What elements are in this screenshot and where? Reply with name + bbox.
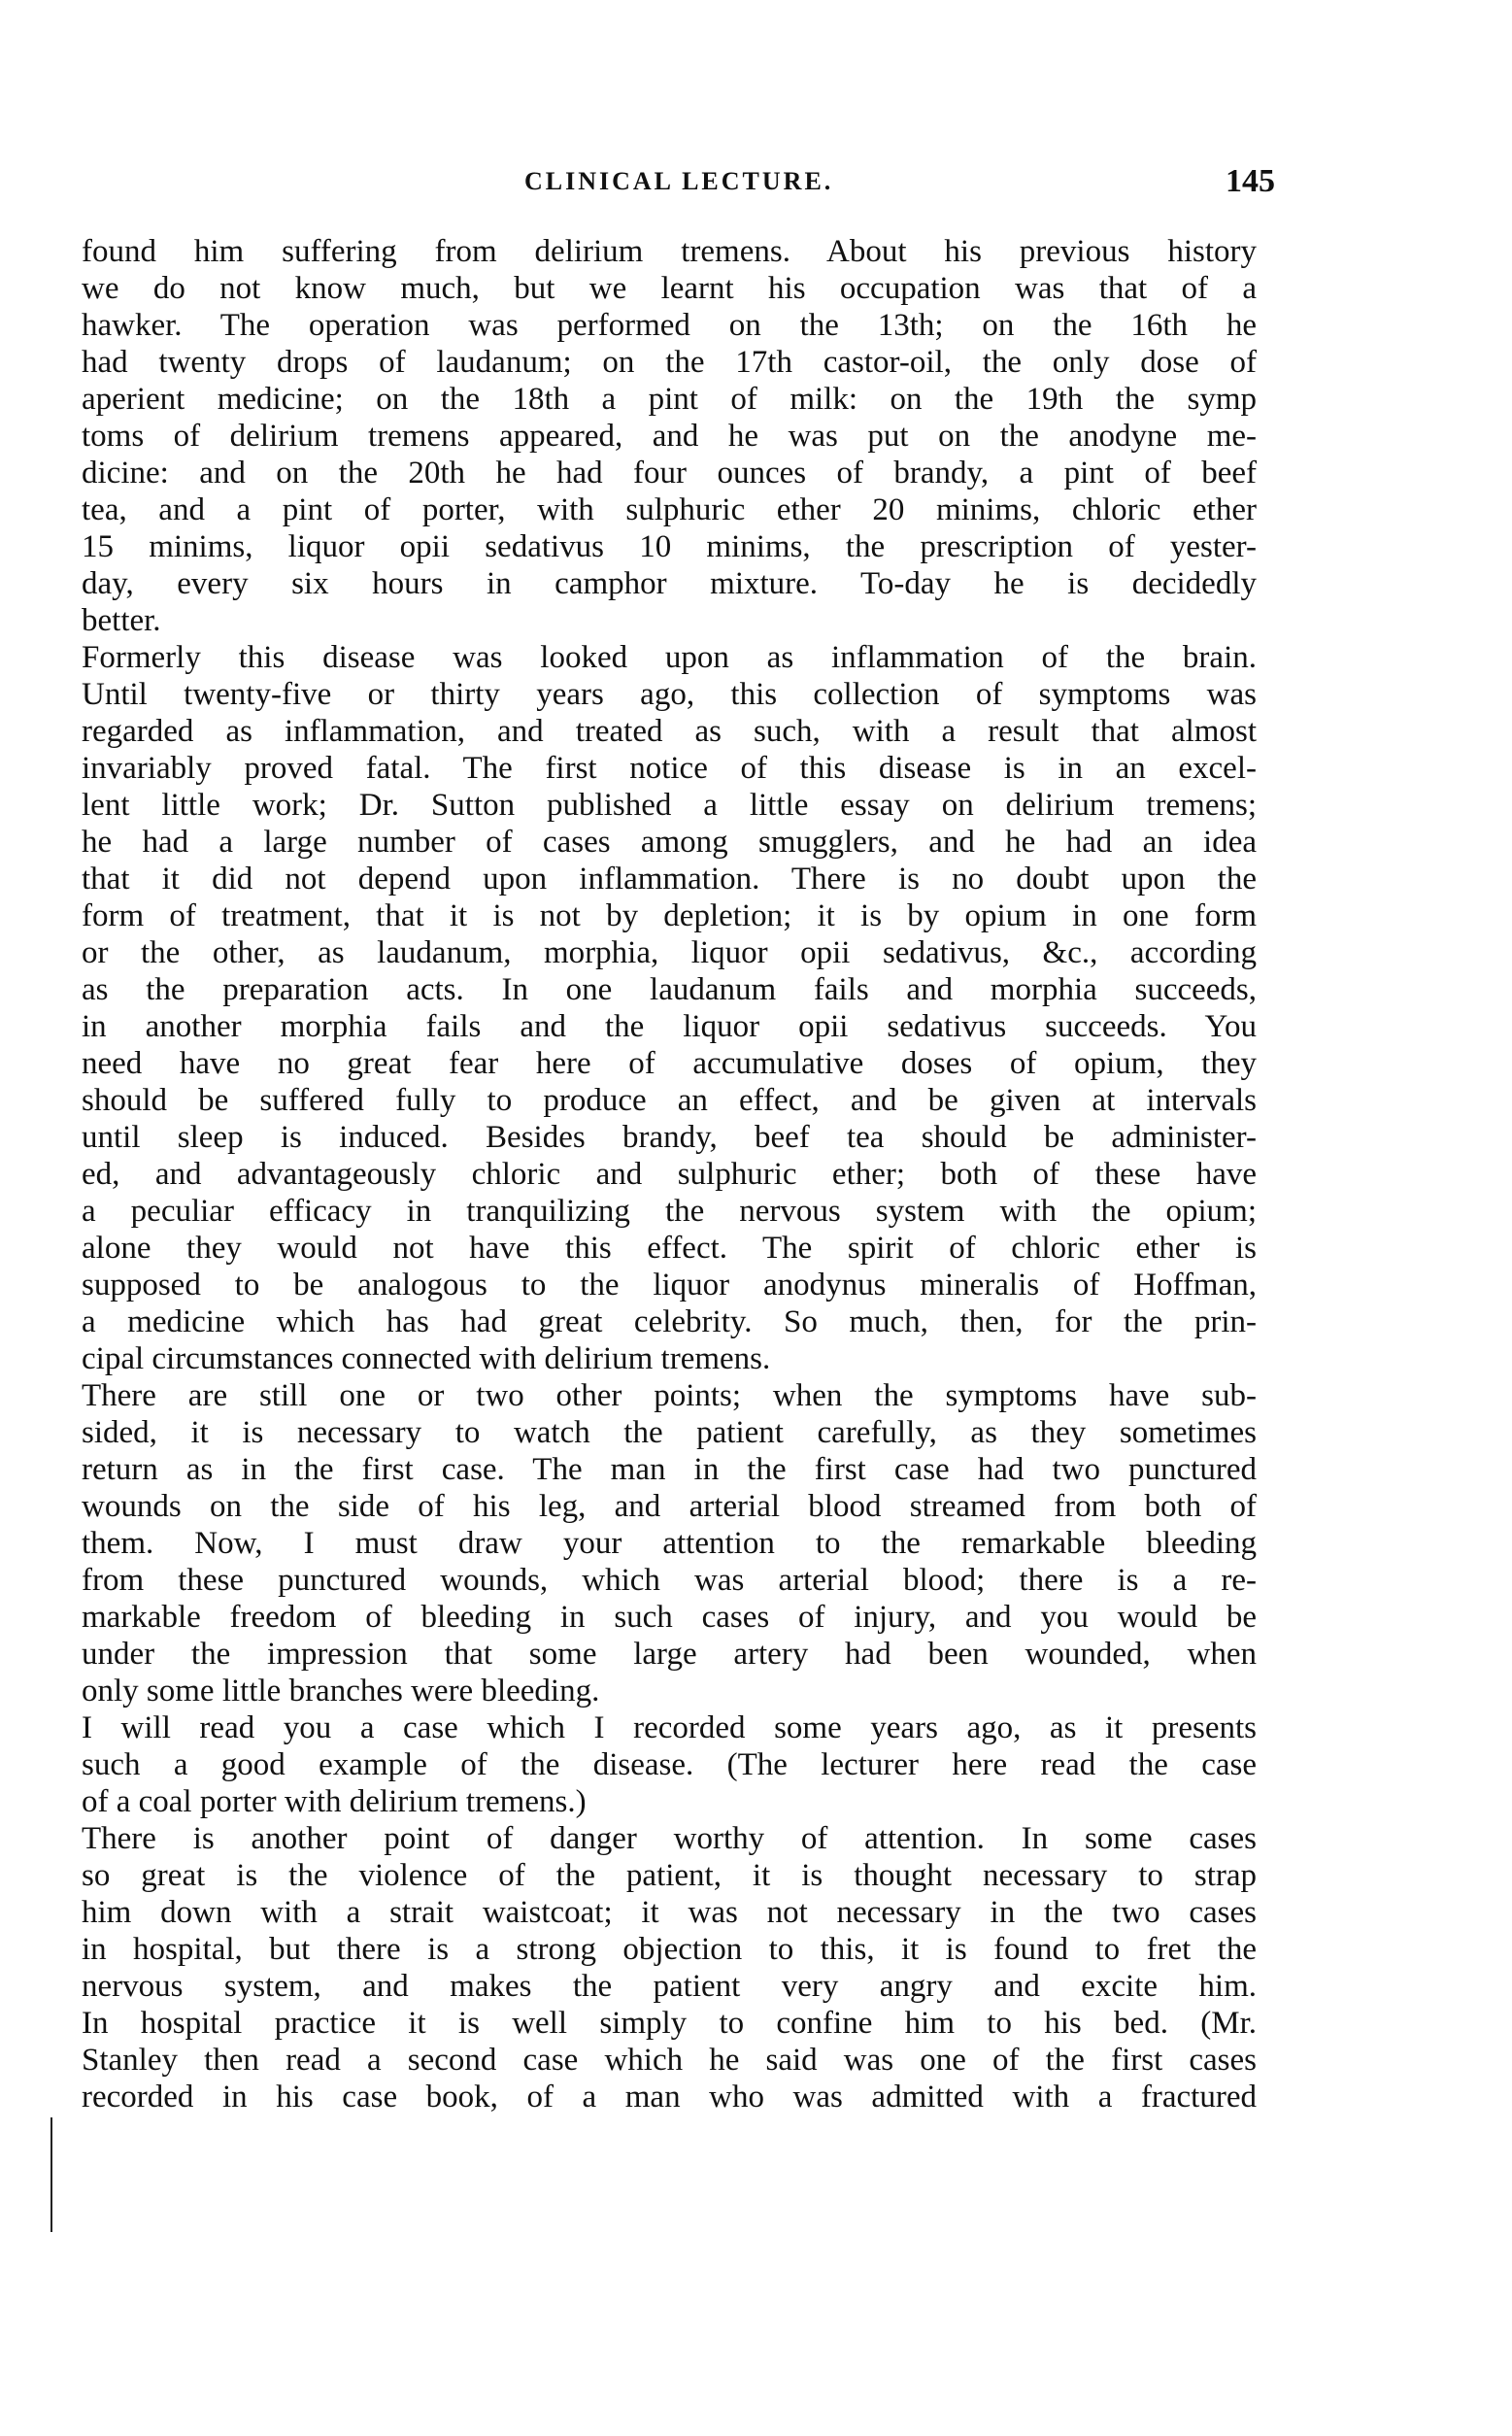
text-line: regarded as inflammation, and treated as such, with a result that almost [82,714,1257,749]
text-line: Stanley then read a second case which he said was one of the first cases [82,2043,1257,2078]
text-line: There are still one or two other points; when the symptoms have sub- [82,1378,1257,1413]
text-line: day, every six hours in camphor mixture. To-day he is decidedly [82,566,1257,601]
text-line: supposed to be analogous to the liquor anodynus mineralis of Hoffman, [82,1268,1257,1303]
text-line: he had a large number of cases among smugglers, and he had an idea [82,825,1257,860]
body-text [82,233,1257,2115]
text-line: Formerly this disease was looked upon as inflammation of the brain. [82,640,1257,675]
text-line: only some little branches were bleeding. [82,1674,600,1709]
text-line: I will read you a case which I recorded some years ago, as it presents [82,1710,1257,1745]
text-line: in another morphia fails and the liquor opii sedativus succeeds. You [82,1009,1257,1044]
running-head: CLINICAL LECTURE. [524,167,834,195]
text-line: or the other, as laudanum, morphia, liquor opii sedativus, &c., according [82,935,1257,970]
text-line: recorded in his case book, of a man who was admitted with a fractured [82,2080,1257,2115]
text-line: should be suffered fully to produce an effect, and be given at intervals [82,1083,1257,1118]
text-line: better. [82,603,161,638]
text-line: form of treatment, that it is not by depletion; it is by opium in one form [82,898,1257,933]
text-line: hawker. The operation was performed on the 13th; on the 16th he [82,308,1257,343]
text-line: nervous system, and makes the patient very angry and excite him. [82,1969,1257,2004]
text-line: in hospital, but there is a strong objection to this, it is found to fret the [82,1932,1257,1967]
text-line: dicine: and on the 20th he had four ounces of brandy, a pint of beef [82,456,1257,491]
text-line: as the preparation acts. In one laudanum fails and morphia succeeds, [82,972,1257,1007]
text-line: lent little work; Dr. Sutton published a little essay on delirium tremens; [82,788,1257,823]
text-line: aperient medicine; on the 18th a pint of milk: on the 19th the symp [82,382,1257,417]
page-header [0,163,1512,202]
text-line: we do not know much, but we learnt his occupation was that of a [82,271,1257,306]
text-line: There is another point of danger worthy of attention. In some cases [82,1821,1257,1856]
text-line: invariably proved fatal. The first notice of this disease is in an excel- [82,751,1257,786]
text-line: 15 minims, liquor opii sedativus 10 minims, the prescription of yester- [82,529,1257,564]
text-line: alone they would not have this effect. The spirit of chloric ether is [82,1231,1257,1266]
text-line: had twenty drops of laudanum; on the 17th castor-oil, the only dose of [82,345,1257,380]
text-line: of a coal porter with delirium tremens.) [82,1784,587,1819]
text-line: In hospital practice it is well simply to confine him to his bed. (Mr. [82,2006,1257,2041]
text-line: that it did not depend upon inflammation. There is no doubt upon the [82,862,1257,897]
text-line: a peculiar efficacy in tranquilizing the nervous system with the opium; [82,1194,1257,1229]
text-line: found him suffering from delirium tremens. About his previous history [82,234,1257,269]
text-line: until sleep is induced. Besides brandy, beef tea should be administer- [82,1120,1257,1155]
text-line: a medicine which has had great celebrity. So much, then, for the prin- [82,1304,1257,1339]
text-line: cipal circumstances connected with delirium tremens. [82,1341,771,1376]
text-line: tea, and a pint of porter, with sulphuric ether 20 minims, chloric ether [82,492,1257,527]
text-line: return as in the first case. The man in the first case had two punctured [82,1452,1257,1487]
text-line: ed, and advantageously chloric and sulphuric ether; both of these have [82,1157,1257,1192]
text-line: them. Now, I must draw your attention to the remarkable bleeding [82,1526,1257,1561]
text-line: need have no great fear here of accumulative doses of opium, they [82,1046,1257,1081]
margin-rule [50,2117,52,2232]
text-line: under the impression that some large artery had been wounded, when [82,1637,1257,1672]
text-line: him down with a strait waistcoat; it was not necessary in the two cases [82,1895,1257,1930]
page-number: 145 [1226,163,1275,199]
text-line: such a good example of the disease. (The lecturer here read the case [82,1747,1257,1782]
text-line: markable freedom of bleeding in such cases of injury, and you would be [82,1600,1257,1635]
text-line: from these punctured wounds, which was arterial blood; there is a re- [82,1563,1257,1598]
text-line: wounds on the side of his leg, and arterial blood streamed from both of [82,1489,1257,1524]
text-line: Until twenty-five or thirty years ago, this collection of symptoms was [82,677,1257,712]
text-line: sided, it is necessary to watch the patient carefully, as they sometimes [82,1415,1257,1450]
text-line: so great is the violence of the patient, it is thought necessary to strap [82,1858,1257,1893]
text-line: toms of delirium tremens appeared, and he was put on the anodyne me- [82,419,1257,454]
